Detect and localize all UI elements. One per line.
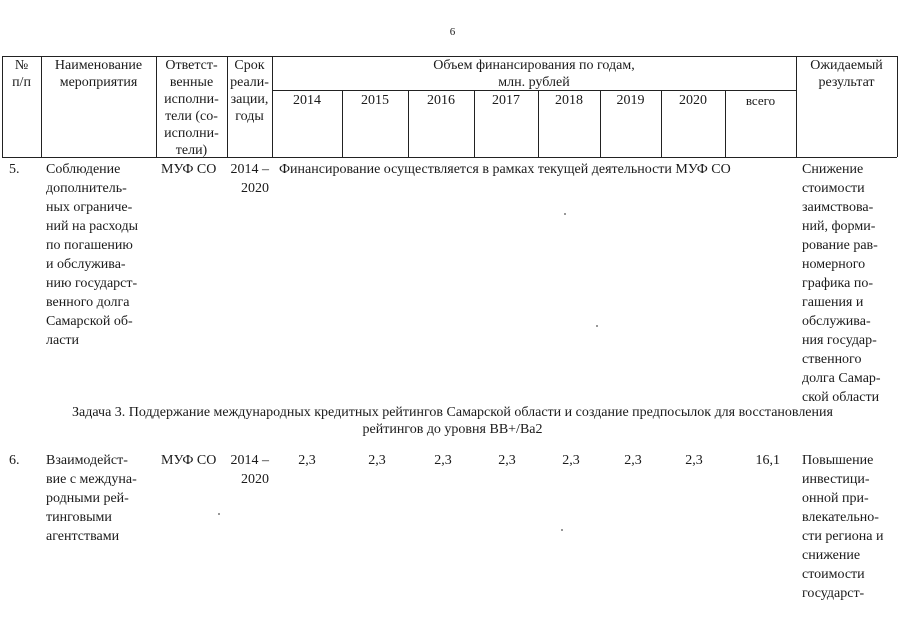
row6-term: 2014 – 2020 [230,453,269,487]
header-funding-title: Объем финансирования по годам, млн. рублей [433,58,635,90]
header-year-2020: 2020 [679,93,707,108]
row6-total: 16,1 [755,453,780,468]
header-year-2016: 2016 [427,93,455,108]
header-responsible: Ответст- венные исполни- тели (со- исполни- тели) [164,58,219,158]
row6-value-2018: 2,3 [562,453,580,468]
header-num: № п/п [12,58,31,90]
scan-speck [596,325,598,327]
header-year-2017: 2017 [492,93,520,108]
row6-value-2014: 2,3 [298,453,316,468]
row6-responsible: МУФ СО [161,453,217,468]
row6-value-2020: 2,3 [685,453,703,468]
row6-result: Повышение инвестици- онной при- влекательно- сти региона и снижение стоимости государст- [802,453,884,601]
row5-term: 2014 – 2020 [230,162,269,196]
row6-name: Взаимодейст- вие с междуна- родными рей- тинговыми агентствами [46,453,137,544]
page-number: 6 [449,26,456,38]
task3-heading: Задача 3. Поддержание международных кредитных рейтингов Самарской области и создание предпосылок для восстановления рейтингов до уровня BB+/Ba2 [72,405,833,437]
row6-value-2015: 2,3 [368,453,386,468]
header-total: всего [745,93,776,108]
scan-speck [564,213,566,215]
col-border [897,56,898,157]
header-year-2018: 2018 [555,93,583,108]
scan-speck [561,529,563,531]
header-name: Наименование мероприятия [54,58,143,90]
row5-result: Снижение стоимости заимствова- ний, форми- рование рав- номерного графика по- гашения и обслужива- ния государ- ственного долга Самар- ской области [802,162,881,405]
row6-value-2016: 2,3 [434,453,452,468]
header-year-2019: 2019 [616,93,645,108]
row6-value-2019: 2,3 [624,453,642,468]
header-year-2014: 2014 [293,93,321,108]
row5-name: Соблюдение дополнитель- ных ограниче- ний на расходы по погашению и обслужива- нию государст- венного долга Самарской об- ласти [46,162,139,348]
row6-value-2017: 2,3 [498,453,516,468]
row5-responsible: МУФ СО [161,162,217,177]
row6-num: 6. [9,453,20,468]
header-year-2015: 2015 [361,93,389,108]
header-result: Ожидаемый результат [810,58,883,90]
table-bottom-border [2,157,897,158]
row5-num: 5. [9,162,20,177]
row5-funding-note: Финансирование осуществляется в рамках текущей деятельности МУФ СО [279,162,731,177]
scan-speck [218,513,220,515]
header-term: Срок реали- зации, годы [230,58,269,124]
